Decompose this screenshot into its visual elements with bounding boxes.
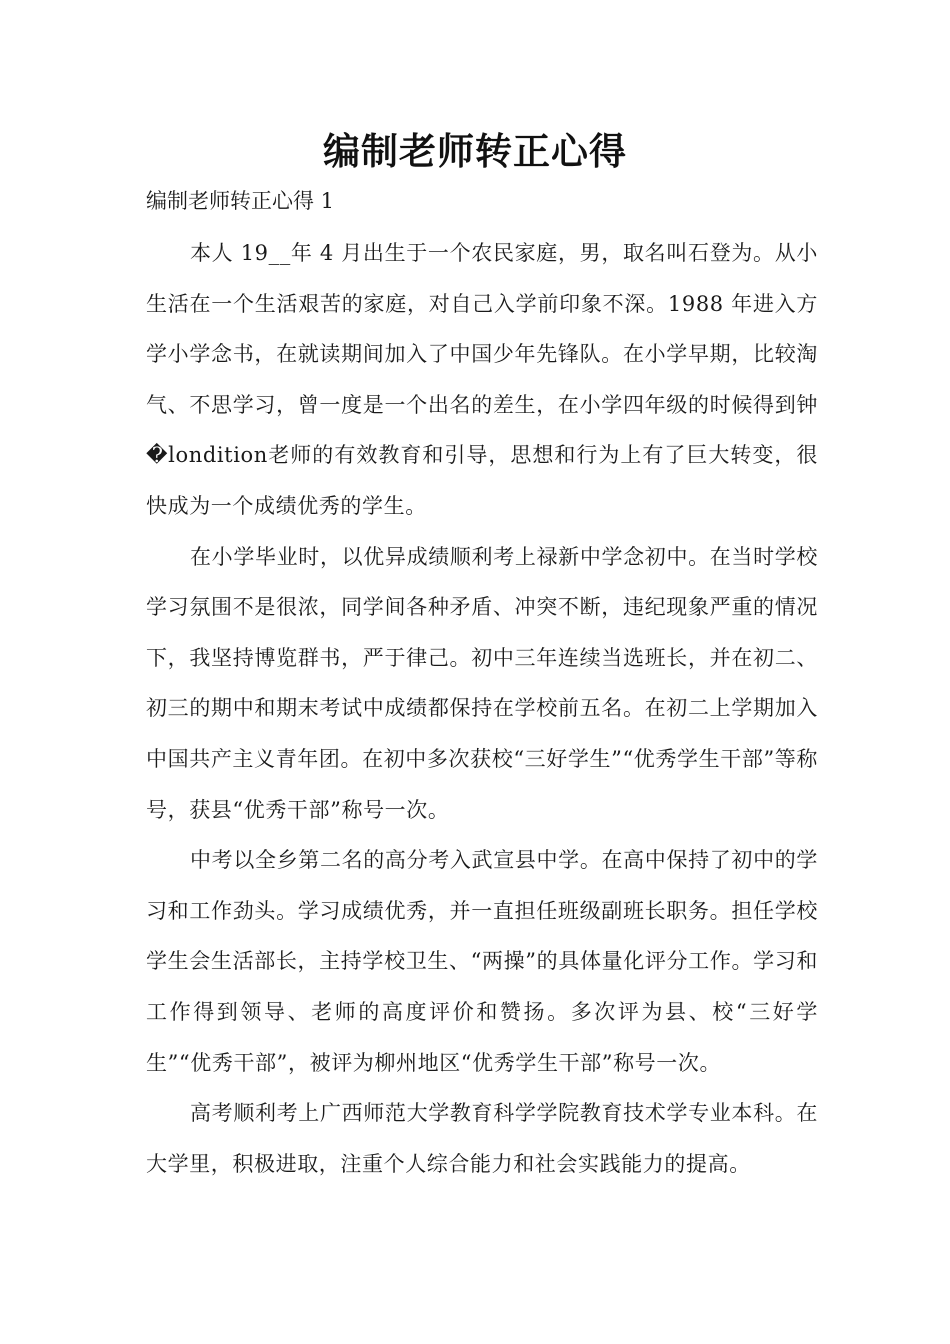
document-title: 编制老师转正心得 (323, 130, 627, 173)
paragraph: 高考顺利考上广西师范大学教育科学学院教育技术学专业本科。在大学里，积极进取，注重个人综合能力和社会实践能力的提高。 (146, 1101, 818, 1176)
paragraph: 中考以全乡第二名的高分考入武宣县中学。在高中保持了初中的学习和工作劲头。学习成绩优秀，并一直担任班级副班长职务。担任学校学生会生活部长，主持学校卫生、“两操”的具体量化评分工作。学习和工作得到领导、老师的高度评价和赞扬。多次评为县、校“三好学生”“优秀干部”，被评为柳州地区“优秀学生干部”称号一次。 (146, 848, 818, 1075)
paragraph: 本人 19__年 4 月出生于一个农民家庭，男，取名叫石登为。从小生活在一个生活艰苦的家庭，对自己入学前印象不深。1988 年进入方学小学念书，在就读期间加入了中国少年先锋队。在小学早期，比较淘气、不思学习，曾一度是一个出名的差生，在小学四年级的时候得到钟�londition老师的有效教育和引导，思想和行为上有了巨大转变，很快成为一个成绩优秀的学生。 (146, 241, 818, 518)
document-subtitle: 编制老师转正心得 1 (146, 189, 335, 213)
paragraph: 在小学毕业时，以优异成绩顺利考上禄新中学念初中。在当时学校学习氛围不是很浓，同学间各种矛盾、冲突不断，违纪现象严重的情况下，我坚持博览群书，严于律己。初中三年连续当选班长，并在初二、初三的期中和期末考试中成绩都保持在学校前五名。在初二上学期加入中国共产主义青年团。在初中多次获校“三好学生”“优秀学生干部”等称号，获县“优秀干部”称号一次。 (146, 544, 818, 822)
document-body (146, 228, 818, 1189)
